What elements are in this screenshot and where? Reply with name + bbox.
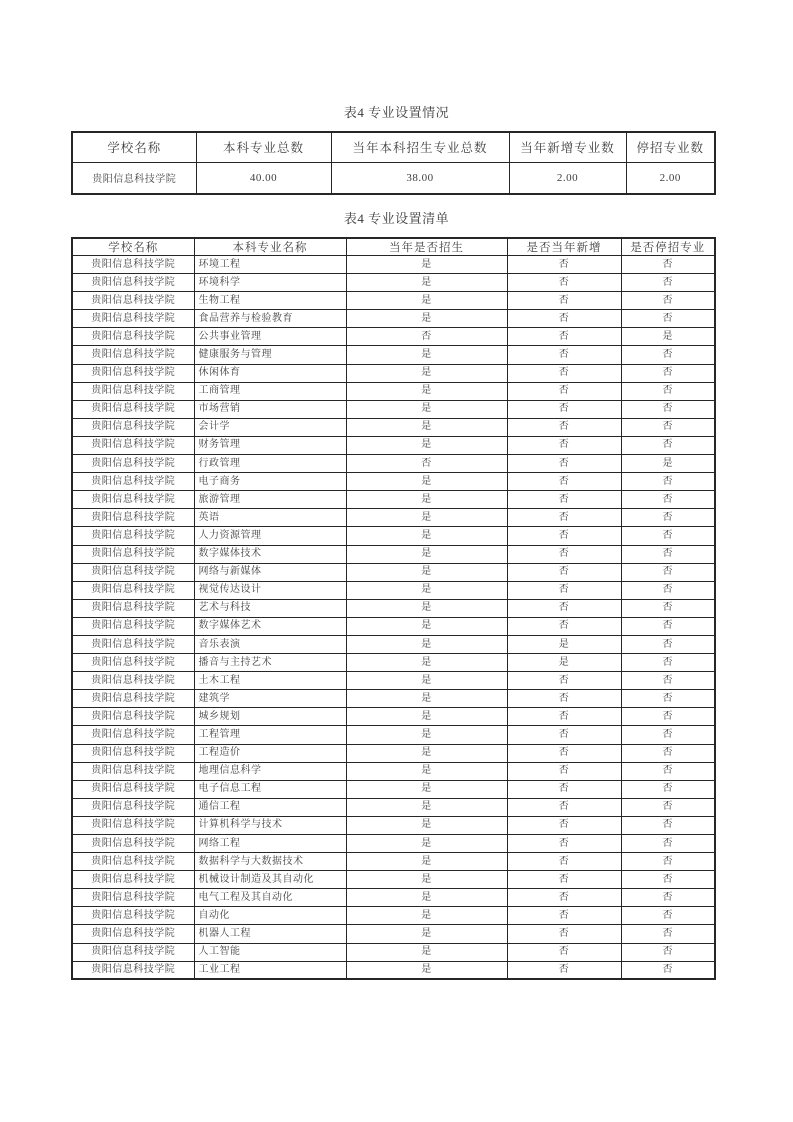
table-row — [72, 835, 715, 853]
table-cell: 否 — [507, 871, 621, 889]
table-cell: 贵阳信息科技学院 — [72, 907, 194, 925]
table-cell: 电子商务 — [194, 473, 346, 491]
table-row — [72, 473, 715, 491]
table-cell: 否 — [621, 473, 715, 491]
table-cell: 否 — [507, 527, 621, 545]
table-cell: 机械设计制造及其自动化 — [194, 871, 346, 889]
table-row — [72, 780, 715, 798]
table-cell: 人工智能 — [194, 943, 346, 961]
table-cell: 否 — [507, 617, 621, 635]
table-cell: 是 — [346, 726, 507, 744]
table-cell: 否 — [621, 744, 715, 762]
table-cell: 是 — [621, 328, 715, 346]
table-cell: 贵阳信息科技学院 — [72, 690, 194, 708]
table-cell: 否 — [346, 455, 507, 473]
table-cell: 食品营养与检验教育 — [194, 310, 346, 328]
table-cell: 贵阳信息科技学院 — [72, 925, 194, 943]
table-cell: 数字媒体技术 — [194, 545, 346, 563]
table-cell: 否 — [507, 744, 621, 762]
table-cell: 贵阳信息科技学院 — [72, 274, 194, 292]
table-cell: 是 — [346, 436, 507, 454]
table-cell: 否 — [621, 762, 715, 780]
table-cell: 否 — [621, 382, 715, 400]
table-row — [72, 256, 715, 274]
table-cell: 贵阳信息科技学院 — [72, 382, 194, 400]
table-cell: 贵阳信息科技学院 — [72, 635, 194, 653]
table-cell: 否 — [507, 473, 621, 491]
table-cell: 是 — [346, 853, 507, 871]
table-cell: 贵阳信息科技学院 — [72, 816, 194, 834]
table-cell: 是 — [346, 256, 507, 274]
table-row — [72, 744, 715, 762]
table-row — [72, 672, 715, 690]
table-row — [72, 382, 715, 400]
table-cell: 否 — [621, 654, 715, 672]
table-cell: 贵阳信息科技学院 — [72, 726, 194, 744]
table-row — [72, 346, 715, 364]
table-cell: 2.00 — [509, 162, 626, 194]
table-cell: 是 — [346, 672, 507, 690]
table-cell: 否 — [621, 943, 715, 961]
table-cell: 是 — [346, 925, 507, 943]
table-cell: 音乐表演 — [194, 635, 346, 653]
table-cell: 人力资源管理 — [194, 527, 346, 545]
table-cell: 否 — [621, 310, 715, 328]
table-cell: 是 — [346, 418, 507, 436]
table-cell: 贵阳信息科技学院 — [72, 672, 194, 690]
table-cell: 贵阳信息科技学院 — [72, 563, 194, 581]
table-cell: 休闲体育 — [194, 364, 346, 382]
table-row — [72, 364, 715, 382]
table-cell: 市场营销 — [194, 400, 346, 418]
table-cell: 贵阳信息科技学院 — [72, 527, 194, 545]
table-row — [72, 599, 715, 617]
table-cell: 土木工程 — [194, 672, 346, 690]
table-row — [72, 328, 715, 346]
table-cell: 贵阳信息科技学院 — [72, 943, 194, 961]
table-row — [72, 455, 715, 473]
table-cell: 否 — [507, 292, 621, 310]
table-cell: 是 — [346, 473, 507, 491]
table-cell: 否 — [507, 328, 621, 346]
table-cell: 否 — [621, 889, 715, 907]
table-cell: 否 — [621, 527, 715, 545]
table-cell: 通信工程 — [194, 798, 346, 816]
table-cell: 贵阳信息科技学院 — [72, 328, 194, 346]
table-row — [72, 943, 715, 961]
table-cell: 否 — [621, 835, 715, 853]
table-cell: 是 — [346, 961, 507, 979]
table-cell: 是 — [346, 943, 507, 961]
majors-summary-table — [71, 131, 716, 195]
table-cell: 旅游管理 — [194, 491, 346, 509]
table-cell: 是 — [346, 545, 507, 563]
table-cell: 贵阳信息科技学院 — [72, 509, 194, 527]
table-cell: 否 — [507, 364, 621, 382]
table-cell: 贵阳信息科技学院 — [72, 545, 194, 563]
table-cell: 否 — [621, 400, 715, 418]
header-total-majors: 本科专业总数 — [196, 132, 331, 162]
table-cell: 2.00 — [626, 162, 715, 194]
table-cell: 是 — [346, 310, 507, 328]
table-cell: 否 — [621, 292, 715, 310]
table-row — [72, 762, 715, 780]
table-cell: 否 — [507, 346, 621, 364]
table-row — [72, 581, 715, 599]
table-cell: 健康服务与管理 — [194, 346, 346, 364]
table-cell: 是 — [346, 599, 507, 617]
table-cell: 贵阳信息科技学院 — [72, 436, 194, 454]
table-cell: 是 — [346, 889, 507, 907]
table-row — [72, 889, 715, 907]
table-cell: 行政管理 — [194, 455, 346, 473]
header-enrolling-this-year: 当年是否招生 — [346, 238, 507, 256]
table-cell: 否 — [346, 328, 507, 346]
table-cell: 是 — [346, 563, 507, 581]
table-cell: 否 — [621, 581, 715, 599]
table-cell: 财务管理 — [194, 436, 346, 454]
table-row — [72, 545, 715, 563]
table-cell: 贵阳信息科技学院 — [72, 581, 194, 599]
table-cell: 环境工程 — [194, 256, 346, 274]
table-cell: 否 — [507, 274, 621, 292]
header-enrollment-stopped: 是否停招专业 — [621, 238, 715, 256]
table-cell: 是 — [346, 798, 507, 816]
table-cell: 贵阳信息科技学院 — [72, 599, 194, 617]
table-cell: 是 — [346, 509, 507, 527]
table-cell: 贵阳信息科技学院 — [72, 256, 194, 274]
table-row — [72, 274, 715, 292]
table-cell: 环境科学 — [194, 274, 346, 292]
table-cell: 会计学 — [194, 418, 346, 436]
table-row — [72, 798, 715, 816]
table-cell: 是 — [346, 708, 507, 726]
table-cell: 否 — [507, 400, 621, 418]
table-cell: 否 — [507, 925, 621, 943]
table-cell: 计算机科学与技术 — [194, 816, 346, 834]
header-school-name: 学校名称 — [72, 238, 194, 256]
table-cell: 网络工程 — [194, 835, 346, 853]
table-cell: 否 — [507, 599, 621, 617]
table-cell: 否 — [507, 907, 621, 925]
table-cell: 是 — [621, 455, 715, 473]
table-cell: 贵阳信息科技学院 — [72, 762, 194, 780]
table-cell: 贵阳信息科技学院 — [72, 617, 194, 635]
table-cell: 否 — [507, 672, 621, 690]
table-cell: 是 — [507, 635, 621, 653]
table-header-row — [72, 238, 715, 256]
table-cell: 网络与新媒体 — [194, 563, 346, 581]
table-cell: 是 — [346, 382, 507, 400]
header-school-name: 学校名称 — [72, 132, 196, 162]
table-cell: 公共事业管理 — [194, 328, 346, 346]
header-new-this-year: 是否当年新增 — [507, 238, 621, 256]
table-cell: 视觉传达设计 — [194, 581, 346, 599]
table-cell: 贵阳信息科技学院 — [72, 708, 194, 726]
table-row — [72, 509, 715, 527]
table-cell: 机器人工程 — [194, 925, 346, 943]
table-cell: 否 — [507, 382, 621, 400]
table-cell: 否 — [621, 780, 715, 798]
table-cell: 否 — [621, 961, 715, 979]
table-cell: 否 — [621, 491, 715, 509]
table-cell: 否 — [507, 726, 621, 744]
table-cell: 是 — [346, 346, 507, 364]
table-cell: 是 — [346, 364, 507, 382]
table-cell: 否 — [507, 455, 621, 473]
table-cell: 否 — [621, 871, 715, 889]
table-row — [72, 654, 715, 672]
table-cell: 贵阳信息科技学院 — [72, 400, 194, 418]
table-header-row — [72, 132, 715, 162]
table-cell: 否 — [507, 310, 621, 328]
table-cell: 否 — [507, 853, 621, 871]
table-cell: 是 — [346, 617, 507, 635]
table-cell: 否 — [621, 726, 715, 744]
table-cell: 工程管理 — [194, 726, 346, 744]
table-cell: 贵阳信息科技学院 — [72, 798, 194, 816]
table-cell: 否 — [507, 961, 621, 979]
table-cell: 播音与主持艺术 — [194, 654, 346, 672]
table-cell: 否 — [507, 816, 621, 834]
table-cell: 否 — [621, 925, 715, 943]
table-row — [72, 292, 715, 310]
table-cell: 贵阳信息科技学院 — [72, 871, 194, 889]
table-row — [72, 400, 715, 418]
table-cell: 否 — [507, 780, 621, 798]
table-cell: 贵阳信息科技学院 — [72, 835, 194, 853]
table-row — [72, 635, 715, 653]
header-stopped-majors: 停招专业数 — [626, 132, 715, 162]
table-row — [72, 907, 715, 925]
table-row — [72, 563, 715, 581]
table-row — [72, 617, 715, 635]
table-cell: 贵阳信息科技学院 — [72, 473, 194, 491]
header-new-majors: 当年新增专业数 — [509, 132, 626, 162]
table-cell: 否 — [507, 436, 621, 454]
table-cell: 数字媒体艺术 — [194, 617, 346, 635]
table-cell: 建筑学 — [194, 690, 346, 708]
table-cell: 否 — [621, 907, 715, 925]
table-cell: 否 — [621, 672, 715, 690]
table-cell: 否 — [507, 563, 621, 581]
table-cell: 否 — [507, 509, 621, 527]
table-cell: 是 — [346, 780, 507, 798]
table-row — [72, 491, 715, 509]
table-cell: 是 — [507, 654, 621, 672]
table-cell: 否 — [621, 816, 715, 834]
table-cell: 贵阳信息科技学院 — [72, 744, 194, 762]
table-cell: 地理信息科学 — [194, 762, 346, 780]
table-cell: 是 — [346, 744, 507, 762]
table-cell: 生物工程 — [194, 292, 346, 310]
table-cell: 是 — [346, 527, 507, 545]
table-cell: 是 — [346, 690, 507, 708]
table-cell: 否 — [507, 581, 621, 599]
table-row — [72, 871, 715, 889]
table-cell: 数据科学与大数据技术 — [194, 853, 346, 871]
table-cell: 否 — [621, 635, 715, 653]
table-cell: 否 — [507, 545, 621, 563]
table-cell: 电气工程及其自动化 — [194, 889, 346, 907]
table-row — [72, 853, 715, 871]
table-cell: 否 — [621, 509, 715, 527]
table-cell: 否 — [621, 364, 715, 382]
table-cell: 城乡规划 — [194, 708, 346, 726]
table-cell: 否 — [507, 835, 621, 853]
table-cell: 工业工程 — [194, 961, 346, 979]
table-cell: 是 — [346, 274, 507, 292]
table-cell: 否 — [621, 853, 715, 871]
table-cell: 是 — [346, 491, 507, 509]
table-cell: 否 — [507, 798, 621, 816]
table-cell: 否 — [621, 708, 715, 726]
table-cell: 自动化 — [194, 907, 346, 925]
table-cell: 否 — [621, 274, 715, 292]
table-cell: 否 — [621, 798, 715, 816]
table-row — [72, 925, 715, 943]
table-cell: 贵阳信息科技学院 — [72, 780, 194, 798]
table-cell: 否 — [621, 617, 715, 635]
table-row — [72, 162, 715, 194]
table-cell: 是 — [346, 762, 507, 780]
table-cell: 贵阳信息科技学院 — [72, 310, 194, 328]
table1-title: 表4 专业设置情况 — [343, 105, 450, 120]
table-cell: 否 — [621, 256, 715, 274]
table-cell: 贵阳信息科技学院 — [72, 853, 194, 871]
table-cell: 是 — [346, 816, 507, 834]
table-row — [72, 690, 715, 708]
table-row — [72, 726, 715, 744]
majors-list-table — [71, 237, 716, 980]
table-cell: 否 — [621, 563, 715, 581]
table-row — [72, 527, 715, 545]
table-cell: 艺术与科技 — [194, 599, 346, 617]
table-cell: 贵阳信息科技学院 — [72, 455, 194, 473]
table-cell: 是 — [346, 835, 507, 853]
table-cell: 40.00 — [196, 162, 331, 194]
table-cell: 否 — [507, 889, 621, 907]
table-cell: 否 — [621, 599, 715, 617]
table-cell: 否 — [621, 418, 715, 436]
table-cell: 工商管理 — [194, 382, 346, 400]
table-cell: 否 — [621, 690, 715, 708]
table2-title: 表4 专业设置清单 — [343, 211, 450, 226]
table-cell: 电子信息工程 — [194, 780, 346, 798]
table-cell: 贵阳信息科技学院 — [72, 491, 194, 509]
table-cell: 否 — [621, 436, 715, 454]
table-row — [72, 310, 715, 328]
table-cell: 工程造价 — [194, 744, 346, 762]
table-cell: 否 — [621, 346, 715, 364]
table-cell: 38.00 — [331, 162, 509, 194]
table-cell: 否 — [507, 418, 621, 436]
table-cell: 是 — [346, 292, 507, 310]
table-cell: 是 — [346, 907, 507, 925]
table-cell: 是 — [346, 871, 507, 889]
table-cell: 贵阳信息科技学院 — [72, 418, 194, 436]
table-cell: 否 — [621, 545, 715, 563]
table-cell: 否 — [507, 943, 621, 961]
summary-table-body — [72, 162, 715, 194]
table-row — [72, 436, 715, 454]
table-cell: 贵阳信息科技学院 — [72, 292, 194, 310]
table-row — [72, 816, 715, 834]
table-cell: 是 — [346, 654, 507, 672]
table-cell: 贵阳信息科技学院 — [72, 961, 194, 979]
table-cell: 是 — [346, 635, 507, 653]
table-cell: 否 — [507, 690, 621, 708]
list-table-body — [72, 256, 715, 980]
table-cell: 否 — [507, 762, 621, 780]
table-cell: 贵阳信息科技学院 — [72, 889, 194, 907]
table-cell: 贵阳信息科技学院 — [72, 162, 196, 194]
table-row — [72, 708, 715, 726]
table-cell: 是 — [346, 400, 507, 418]
table-cell: 是 — [346, 581, 507, 599]
table-cell: 贵阳信息科技学院 — [72, 346, 194, 364]
table-cell: 否 — [507, 256, 621, 274]
header-enrolling-majors-total: 当年本科招生专业总数 — [331, 132, 509, 162]
table-row — [72, 418, 715, 436]
table-cell: 贵阳信息科技学院 — [72, 364, 194, 382]
header-major-name: 本科专业名称 — [194, 238, 346, 256]
table-cell: 贵阳信息科技学院 — [72, 654, 194, 672]
table-cell: 否 — [507, 491, 621, 509]
table-cell: 否 — [507, 708, 621, 726]
table-row — [72, 961, 715, 979]
table-cell: 英语 — [194, 509, 346, 527]
